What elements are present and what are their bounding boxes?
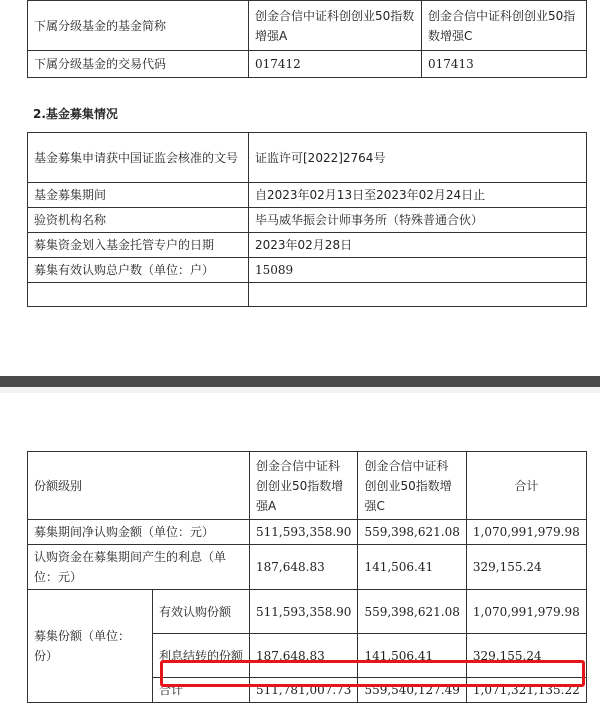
interest-a: 187,648.83 <box>250 545 358 590</box>
section-heading: 2.基金募集情况 <box>33 107 118 121</box>
shares-total-sum: 1,071,321,135.22 <box>466 678 586 703</box>
shares-label: 募集份额（单位：份） <box>28 590 153 703</box>
raising-info-table <box>27 132 587 307</box>
fund-abbr-c: 创金合信中证科创创业50指数增强C <box>422 1 587 51</box>
transfer-date-label: 募集资金划入基金托管专户的日期 <box>28 233 249 258</box>
interest-shares-label: 利息结转的份额 <box>153 634 250 678</box>
accounts-value: 15089 <box>249 258 587 283</box>
fund-code-label: 下属分级基金的交易代码 <box>28 51 249 78</box>
highlight-box <box>160 660 585 687</box>
fund-abbr-label: 下属分级基金的基金简称 <box>28 1 249 51</box>
interest-shares-c: 141,506.41 <box>358 634 466 678</box>
shares-total-c: 559,540,127.49 <box>358 678 466 703</box>
fund-class-table <box>27 0 587 78</box>
interest-shares-total: 329,155.24 <box>466 634 586 678</box>
net-amount-total: 1,070,991,979.98 <box>466 520 586 545</box>
net-amount-c: 559,398,621.08 <box>358 520 466 545</box>
valid-shares-total: 1,070,991,979.98 <box>466 590 586 634</box>
shares-total-label: 合计 <box>153 678 250 703</box>
interest-total: 329,155.24 <box>466 545 586 590</box>
total-header: 合计 <box>466 452 586 520</box>
interest-c: 141,506.41 <box>358 545 466 590</box>
net-amount-a: 511,593,358.90 <box>250 520 358 545</box>
valid-shares-c: 559,398,621.08 <box>358 590 466 634</box>
interest-shares-a: 187,648.83 <box>250 634 358 678</box>
page-gap <box>0 387 600 393</box>
auditor-value: 毕马威华振会计师事务所（特殊普通合伙） <box>249 208 587 233</box>
period-value: 自2023年02月13日至2023年02月24日止 <box>249 183 587 208</box>
net-amount-label: 募集期间净认购金额（单位：元） <box>28 520 250 545</box>
valid-shares-a: 511,593,358.90 <box>250 590 358 634</box>
fund-code-c: 017413 <box>422 51 587 78</box>
fund-code-a: 017412 <box>249 51 422 78</box>
valid-shares-label: 有效认购份额 <box>153 590 250 634</box>
class-a-header: 创金合信中证科创创业50指数增强A <box>250 452 358 520</box>
shares-total-a: 511,781,007.73 <box>250 678 358 703</box>
auditor-label: 验资机构名称 <box>28 208 249 233</box>
transfer-date-value: 2023年02月28日 <box>249 233 587 258</box>
approval-value: 证监许可[2022]2764号 <box>249 133 587 183</box>
accounts-label: 募集有效认购总户数（单位：户） <box>28 258 249 283</box>
approval-label: 基金募集申请获中国证监会核准的文号 <box>28 133 249 183</box>
period-label: 基金募集期间 <box>28 183 249 208</box>
share-class-label: 份额级别 <box>28 452 250 520</box>
page-divider <box>0 376 600 387</box>
fund-abbr-a: 创金合信中证科创创业50指数增强A <box>249 1 422 51</box>
class-c-header: 创金合信中证科创创业50指数增强C <box>358 452 466 520</box>
interest-label: 认购资金在募集期间产生的利息（单位：元） <box>28 545 250 590</box>
